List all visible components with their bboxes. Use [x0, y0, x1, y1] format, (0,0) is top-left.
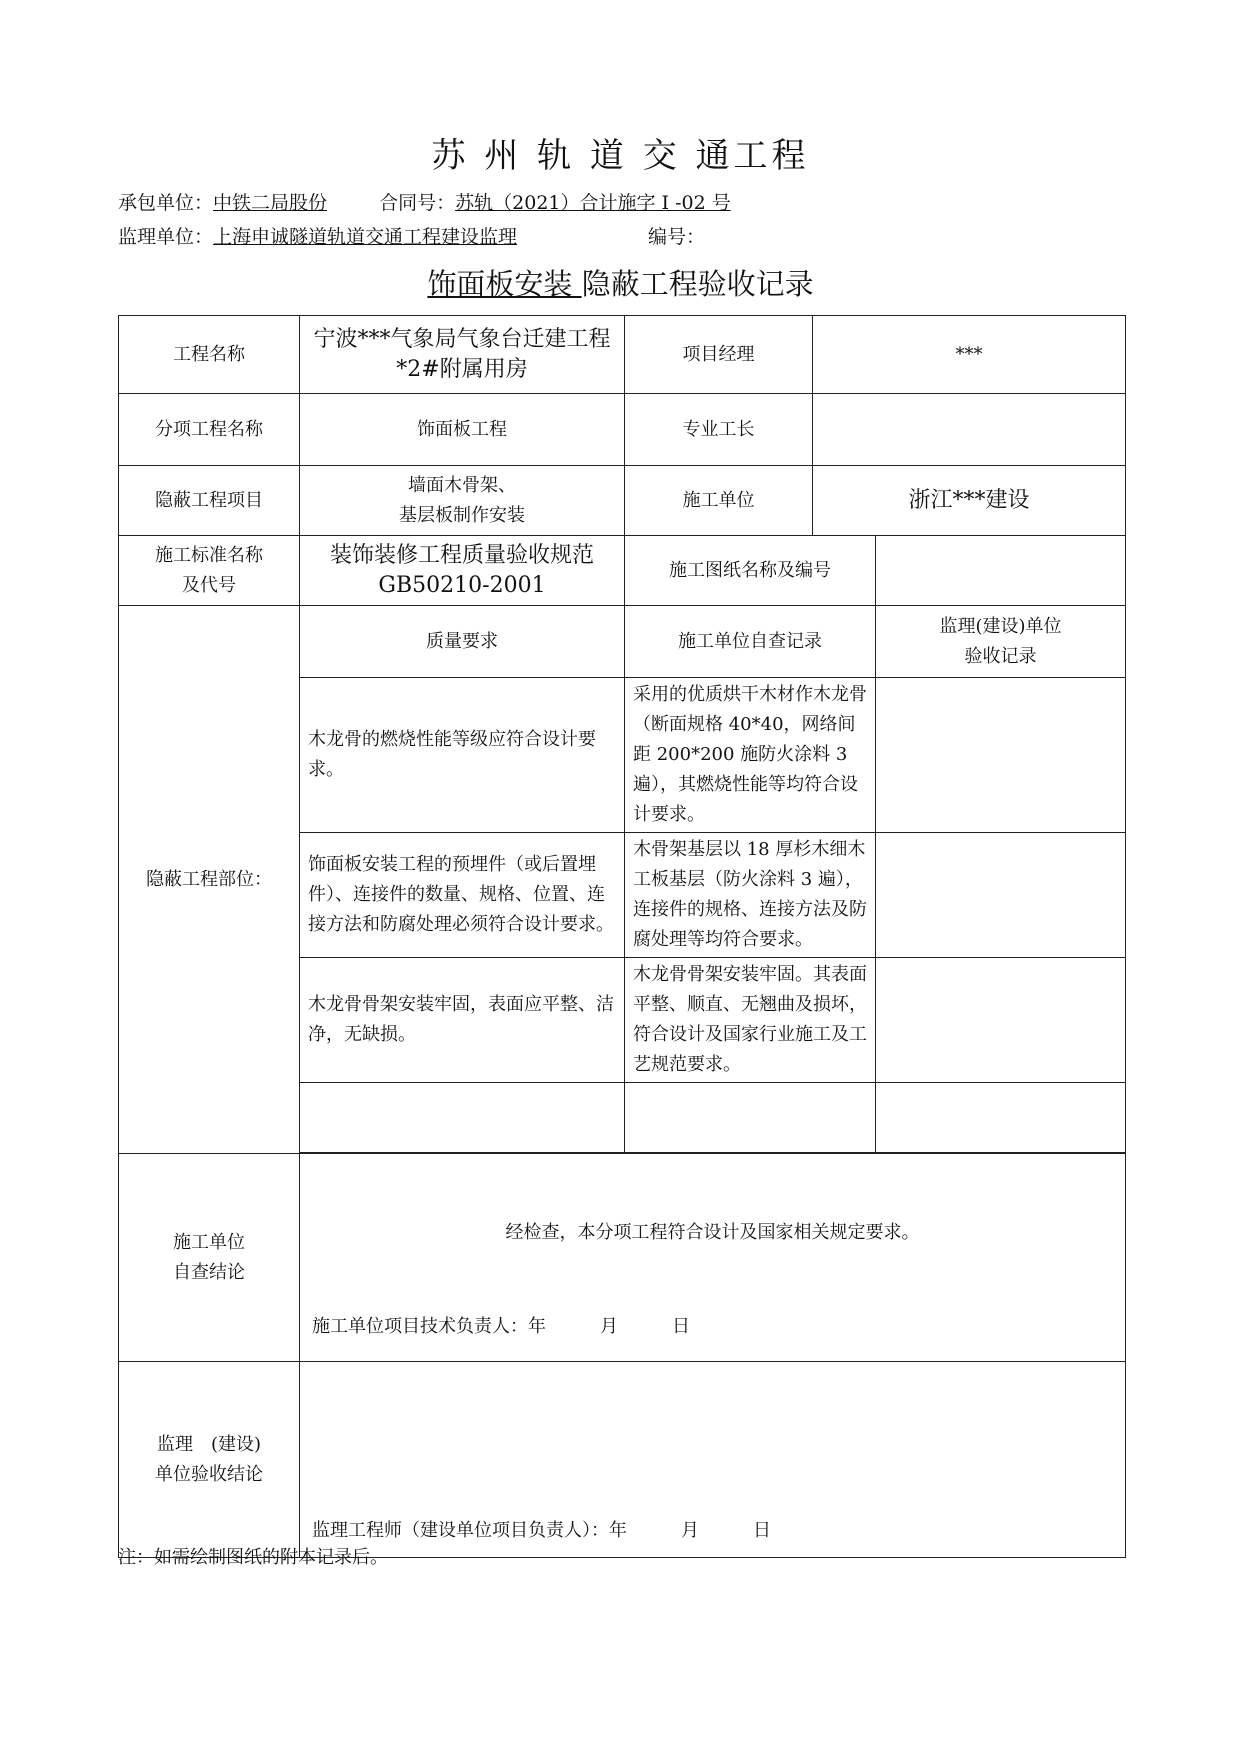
supervisor-value: 上海申诚隧道轨道交通工程建设监理	[213, 226, 518, 248]
contract-no-value: 苏轨（2021）合计施字 I -02 号	[455, 192, 731, 214]
drawing-value	[876, 536, 1126, 606]
self-conclusion-signature: 施工单位项目技术负责人：年 月 日	[312, 1316, 690, 1337]
supervision-cell	[876, 833, 1126, 958]
foreman-value	[813, 394, 1126, 466]
self-check-cell: 木骨架基层以 18 厚杉木细木工板基层（防火涂料 3 遍），连接件的规格、连接方法及防腐处理等均符合要求。	[625, 833, 876, 958]
footnote: 注：如需绘制图纸的附本记录后。	[118, 1547, 388, 1568]
contractor-value: 中铁二局股份	[213, 192, 328, 214]
standard-label	[119, 536, 300, 606]
supervision-cell	[876, 1083, 1126, 1153]
supervision-conclusion-cell	[300, 1362, 1126, 1558]
document-title	[0, 262, 1241, 303]
project-manager-value: ***	[813, 316, 1126, 394]
hidden-part-label: 隐蔽工程部位：	[119, 606, 300, 1154]
requirement-cell: 木龙骨的燃烧性能等级应符合设计要求。	[300, 678, 625, 833]
document-title-rest: 隐蔽工程验收记录	[581, 267, 814, 301]
requirement-cell: 饰面板安装工程的预埋件（或后置埋件）、连接件的数量、规格、位置、连接方法和防腐处理必须符合设计要求。	[300, 833, 625, 958]
self-conclusion-label-line1: 施工单位	[173, 1231, 245, 1253]
self-check-cell: 木龙骨骨架安装牢固。其表面平整、顺直、无翘曲及损坏，符合设计及国家行业施工及工艺规范要求。	[625, 958, 876, 1083]
hidden-item-value	[300, 466, 625, 536]
construction-unit-label: 施工单位	[625, 466, 813, 536]
self-conclusion-label	[119, 1154, 300, 1362]
hidden-item-value-line2: 基层板制作安装	[399, 504, 525, 526]
column-header-supervision-line1: 监理(建设)单位	[939, 615, 1062, 637]
project-manager-label: 项目经理	[625, 316, 813, 394]
contractor-label: 承包单位：	[118, 192, 214, 214]
column-header-supervision-line2: 验收记录	[964, 645, 1037, 667]
supervision-conclusion-label	[119, 1362, 300, 1558]
foreman-label: 专业工长	[625, 394, 813, 466]
drawing-label: 施工图纸名称及编号	[625, 536, 876, 606]
contract-no-label: 合同号：	[379, 192, 456, 214]
standard-value-line1: 装饰装修工程质量验收规范	[329, 542, 594, 568]
requirement-cell	[300, 1083, 625, 1153]
hidden-item-value-line1: 墙面木骨架、	[408, 474, 516, 496]
supervision-conclusion-signature: 监理工程师（建设单位项目负责人）：年 月 日	[312, 1520, 771, 1541]
self-conclusion-cell	[300, 1154, 1126, 1362]
project-name-label: 工程名称	[119, 316, 300, 394]
self-check-cell	[625, 1083, 876, 1153]
hidden-item-label: 隐蔽工程项目	[119, 466, 300, 536]
self-conclusion-text: 经检查，本分项工程符合设计及国家相关规定要求。	[505, 1222, 920, 1243]
supervision-conclusion-label-line2: 单位验收结论	[155, 1463, 263, 1485]
project-name-value: 宁波***气象局气象台迁建工程*2#附属用房	[300, 316, 625, 394]
sub-project-label: 分项工程名称	[119, 394, 300, 466]
serial-label: 编号：	[648, 226, 706, 248]
supervision-conclusion-label-line1: 监理 (建设)	[156, 1433, 262, 1455]
supervisor-label: 监理单位：	[118, 226, 214, 248]
standard-label-line2: 及代号	[182, 574, 236, 596]
self-conclusion-label-line2: 自查结论	[173, 1261, 245, 1283]
column-header-self-check: 施工单位自查记录	[625, 606, 876, 678]
contractor-line	[118, 188, 731, 215]
standard-label-line1: 施工标准名称	[155, 544, 263, 566]
supervisor-line	[118, 222, 517, 249]
self-check-cell: 采用的优质烘干木材作木龙骨（断面规格 40*40，网络间距 200*200 施防火涂料 3 遍），其燃烧性能等均符合设计要求。	[625, 678, 876, 833]
main-title: 苏 州 轨 道 交 通工程	[431, 136, 810, 176]
inspection-form	[118, 315, 1126, 1558]
column-header-quality: 质量要求	[300, 606, 625, 678]
supervision-cell	[876, 958, 1126, 1083]
sub-project-value: 饰面板工程	[300, 394, 625, 466]
construction-unit-value: 浙江***建设	[813, 466, 1126, 536]
standard-value-line2: GB50210-2001	[378, 572, 546, 598]
supervision-cell	[876, 678, 1126, 833]
requirement-cell: 木龙骨骨架安装牢固，表面应平整、洁净，无缺损。	[300, 958, 625, 1083]
document-title-underlined: 饰面板安装	[427, 267, 582, 301]
standard-value	[300, 536, 625, 606]
column-header-supervision	[876, 606, 1126, 678]
